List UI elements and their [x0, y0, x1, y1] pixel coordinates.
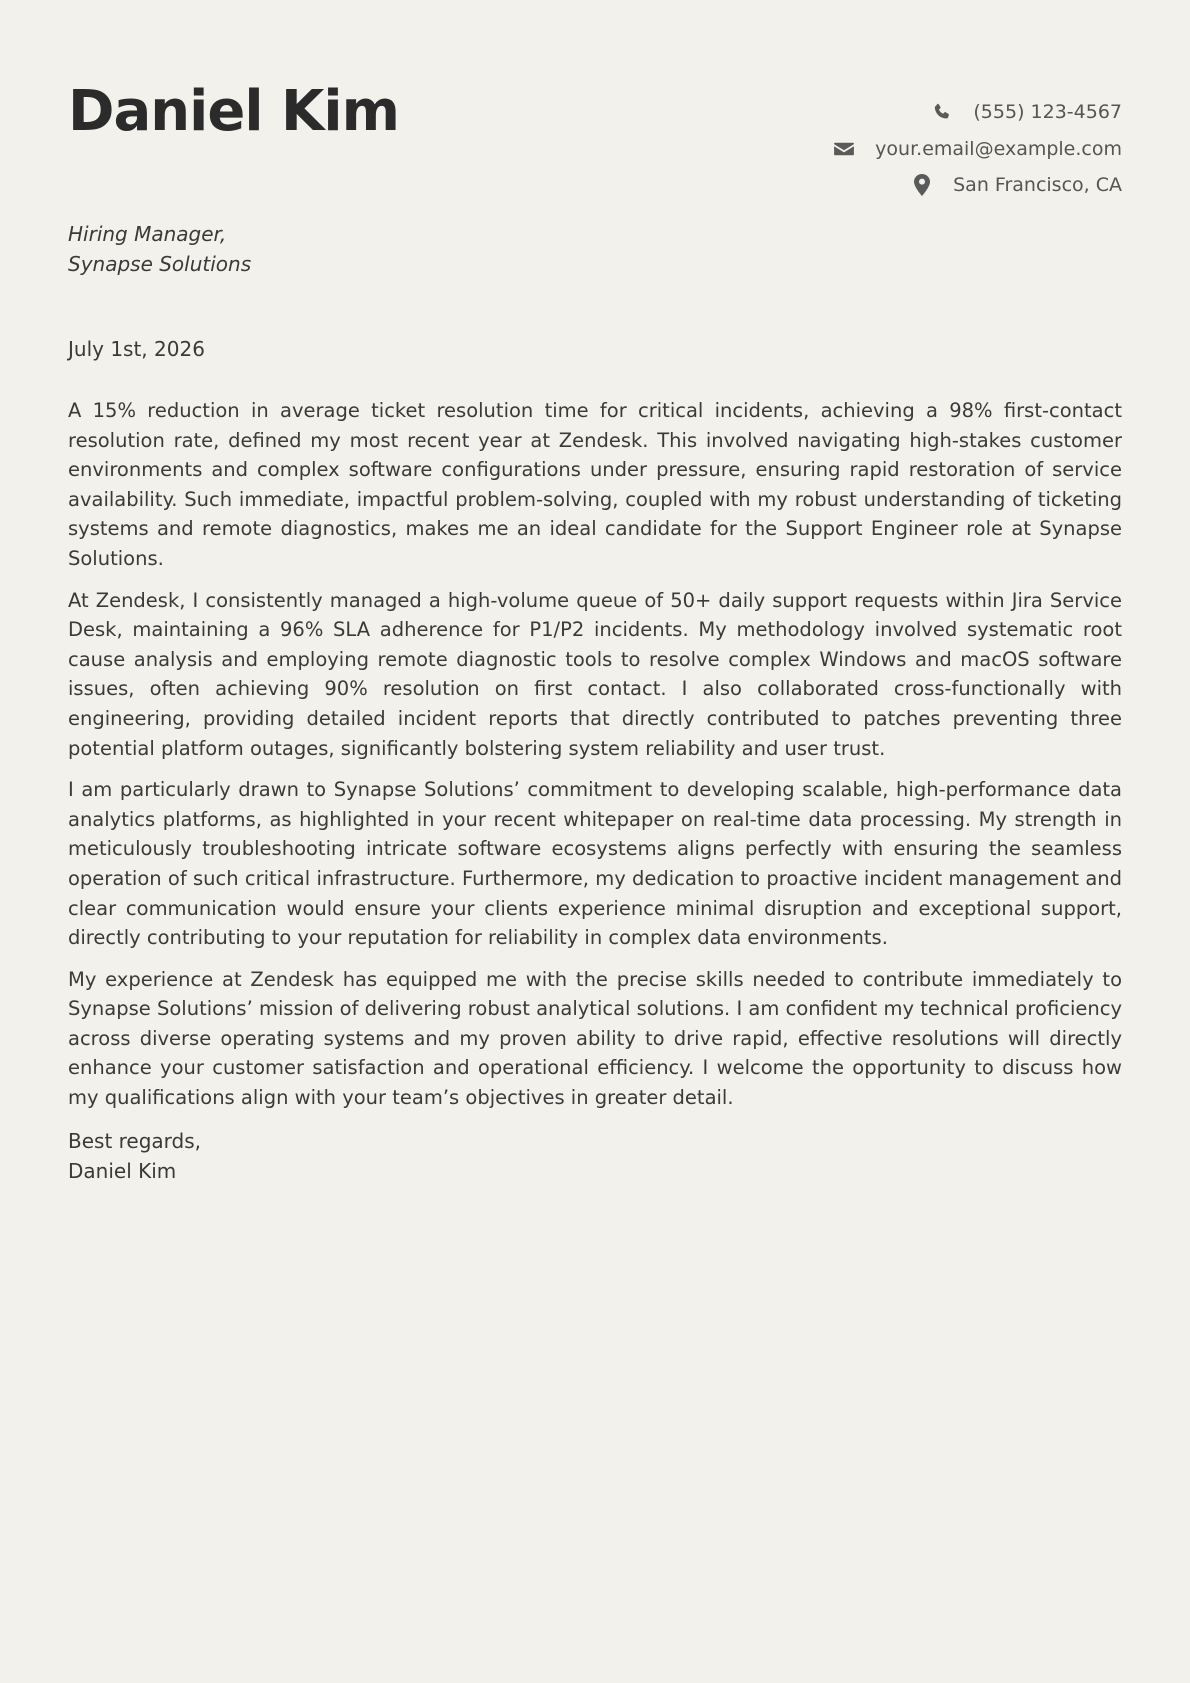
letter-header [68, 0, 1122, 210]
phone-icon [931, 101, 953, 123]
closing-salutation: Best regards, [68, 1129, 202, 1153]
envelope-icon [833, 138, 855, 160]
letter-date: July 1st, 2026 [68, 337, 205, 361]
contact-email-row [833, 131, 1122, 168]
closing-block [68, 1126, 201, 1186]
contact-location-row [833, 167, 1122, 204]
email-address: your.email@example.com [875, 137, 1122, 160]
recipient-company: Synapse Solutions [68, 252, 252, 276]
phone-number: (555) 123-4567 [973, 101, 1122, 124]
letter-body [68, 396, 1122, 1125]
signature-name: Daniel Kim [68, 1159, 177, 1183]
map-pin-icon [911, 174, 933, 196]
contact-info [833, 94, 1122, 204]
body-paragraph: A 15% reduction in average ticket resolution time for critical incidents, achieving a 98% first-contact resolution rate, defined my most recent year at Zendesk. This involved navigating high-stakes customer environments and complex software configurations under pressure, ensuring rapid restoration of service availability. Such immediate, impactful problem-solving, coupled with my robust understanding of ticketing systems and remote diagnostics, makes me an ideal candidate for the Support Engineer role at Synapse Solutions. [68, 399, 1122, 570]
body-paragraph: At Zendesk, I consistently managed a high-volume queue of 50+ daily support requests within Jira Service Desk, maintaining a 96% SLA adherence for P1/P2 incidents. My methodology involved systematic root cause analysis and employing remote diagnostic tools to resolve complex Windows and macOS software issues, often achieving 90% resolution on first contact. I also collaborated cross-functionally with engineering, providing detailed incident reports that directly contributed to patches preventing three potential platform outages, significantly bolstering system reliability and user trust. [68, 588, 1122, 760]
recipient-block [68, 219, 251, 279]
body-paragraph: I am particularly drawn to Synapse Solutions’ commitment to developing scalable, high-performance data analytics platforms, as highlighted in your recent whitepaper on real-time data processing. My strength in meticulously troubleshooting intricate software ecosystems aligns perfectly with ensuring the seamless operation of such critical infrastructure. Furthermore, my dedication to proactive incident management and clear communication would ensure your clients experience minimal disruption and exceptional support, directly contributing to your reputation for reliability in complex data environments. [68, 778, 1122, 950]
body-paragraph: My experience at Zendesk has equipped me with the precise skills needed to contribute immediately to Synapse Solutions’ mission of delivering robust analytical solutions. I am confident my technical proficiency across diverse operating systems and my proven ability to drive rapid, effective resolutions will directly enhance your customer satisfaction and operational efficiency. I welcome the opportunity to discuss how my qualifications align with your team’s objectives in greater detail. [68, 967, 1122, 1110]
recipient-title: Hiring Manager, [68, 222, 227, 246]
location-text: San Francisco, CA [953, 174, 1122, 197]
contact-phone-row [833, 94, 1122, 131]
applicant-name: Daniel Kim [68, 79, 399, 144]
